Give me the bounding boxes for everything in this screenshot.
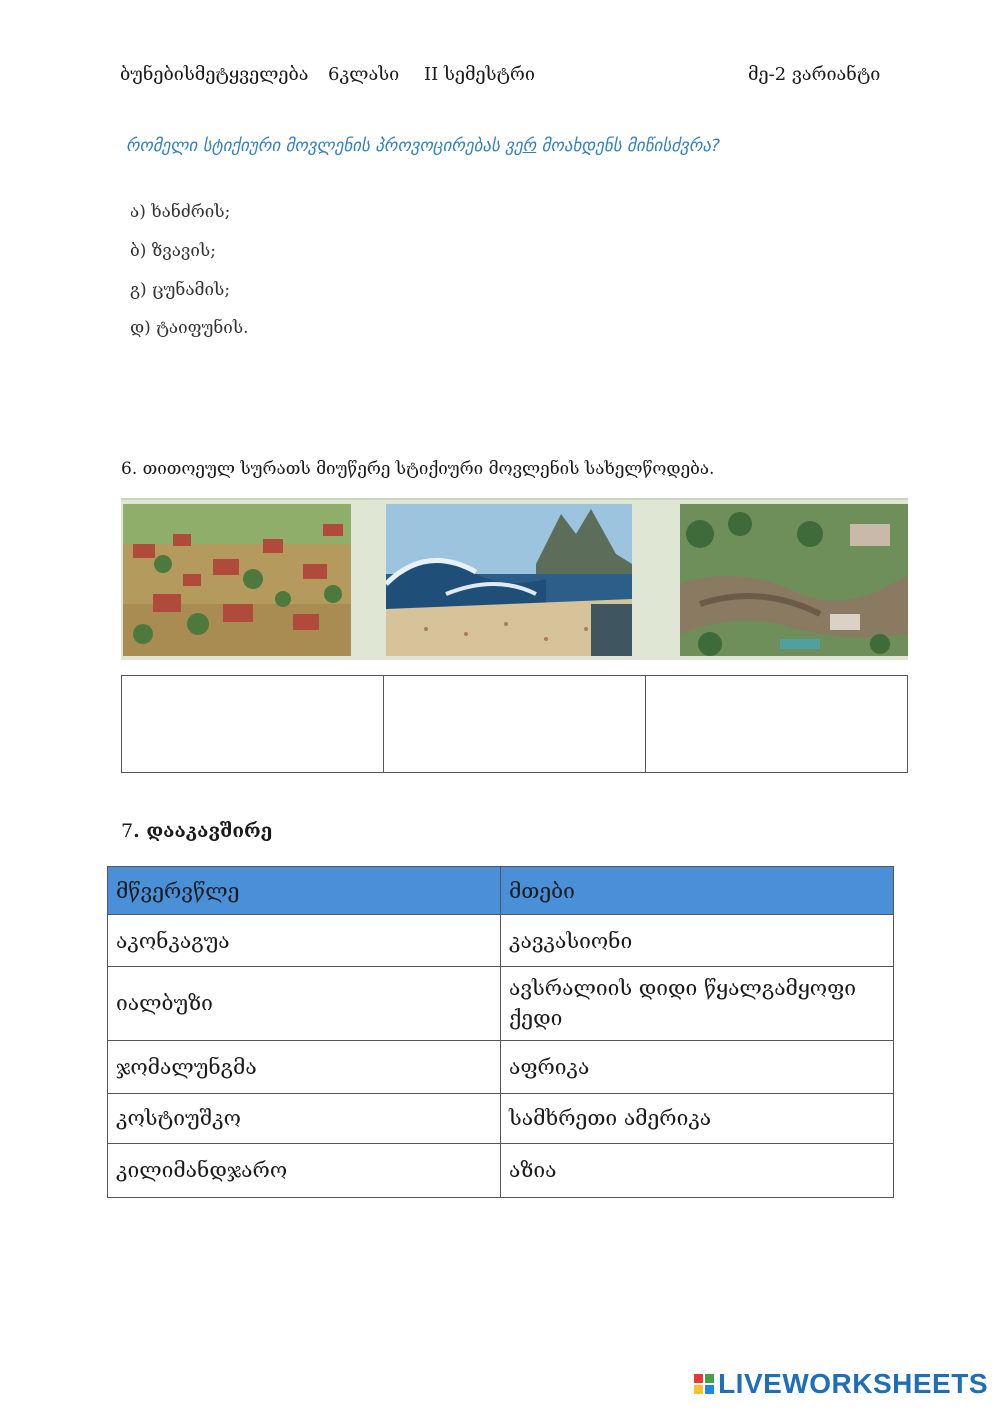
question-5-part-2: მოახდენს მიწისძვრა? [536, 136, 720, 156]
mountain-cell[interactable]: აფრიკა [501, 1040, 894, 1093]
variant-label: მე-2 ვარიანტი [748, 64, 881, 85]
column-header-peaks: მწვერვწლე [108, 867, 501, 915]
logo-text: LIVEWORKSHEETS [718, 1368, 988, 1399]
peak-cell[interactable]: ჯომალუნგმა [108, 1040, 501, 1093]
question-7-title [121, 820, 272, 842]
landslide-image [680, 504, 908, 656]
option-c[interactable]: გ) ცუნამის; [130, 280, 231, 300]
mountain-cell[interactable]: ავსრალიის დიდი წყალგამყოფი ქედი [501, 967, 894, 1041]
question-7-label: . დააკავშირე [133, 820, 273, 842]
option-b[interactable]: ბ) ზვავის; [130, 241, 216, 261]
answer-boxes [121, 675, 908, 773]
table-header-row [108, 867, 894, 915]
option-a[interactable]: ა) ხანძრის; [130, 202, 231, 222]
table-row [108, 967, 894, 1041]
semester-label: II სემესტრი [424, 64, 535, 85]
question-5-part-1: რომელი სტიქიური მოვლენის პროვოცირებას [126, 136, 506, 156]
question-5-underlined: ვერ [505, 136, 537, 156]
mountain-cell[interactable]: აზია [501, 1143, 894, 1197]
tsunami-image [386, 504, 632, 656]
mountain-cell[interactable]: კავკასიონი [501, 915, 894, 967]
question-6-text: 6. თითოეულ სურათს მიუწერე სტიქიური მოვლენის სახელწოდება. [121, 459, 715, 479]
answer-box-1[interactable] [122, 676, 384, 773]
peak-cell[interactable]: კოსტიუშკო [108, 1093, 501, 1143]
answer-box-3[interactable] [646, 676, 908, 773]
option-d[interactable]: დ) ტაიფუნის. [130, 318, 249, 338]
mountain-cell[interactable]: სამხრეთი ამერიკა [501, 1093, 894, 1143]
flood-image [123, 504, 351, 656]
question-7-number: 7 [121, 820, 134, 842]
column-header-mountains: მთები [501, 867, 894, 915]
peak-cell[interactable]: კილიმანდჯარო [108, 1143, 501, 1197]
answer-box-2[interactable] [384, 676, 646, 773]
grade-label: 6კლასი [328, 64, 400, 85]
question-5-text [126, 136, 720, 156]
matching-table [107, 866, 894, 1198]
liveworksheets-logo [694, 1368, 988, 1400]
peak-cell[interactable]: იალბუზი [108, 967, 501, 1041]
subject-label: ბუნებისმეტყველება [120, 64, 309, 85]
disaster-images-strip [121, 498, 908, 660]
table-row [108, 1143, 894, 1197]
logo-mark-icon [694, 1374, 714, 1394]
table-row [108, 1093, 894, 1143]
peak-cell[interactable]: აკონკაგუა [108, 915, 501, 967]
table-row [108, 1040, 894, 1093]
table-row [108, 915, 894, 967]
